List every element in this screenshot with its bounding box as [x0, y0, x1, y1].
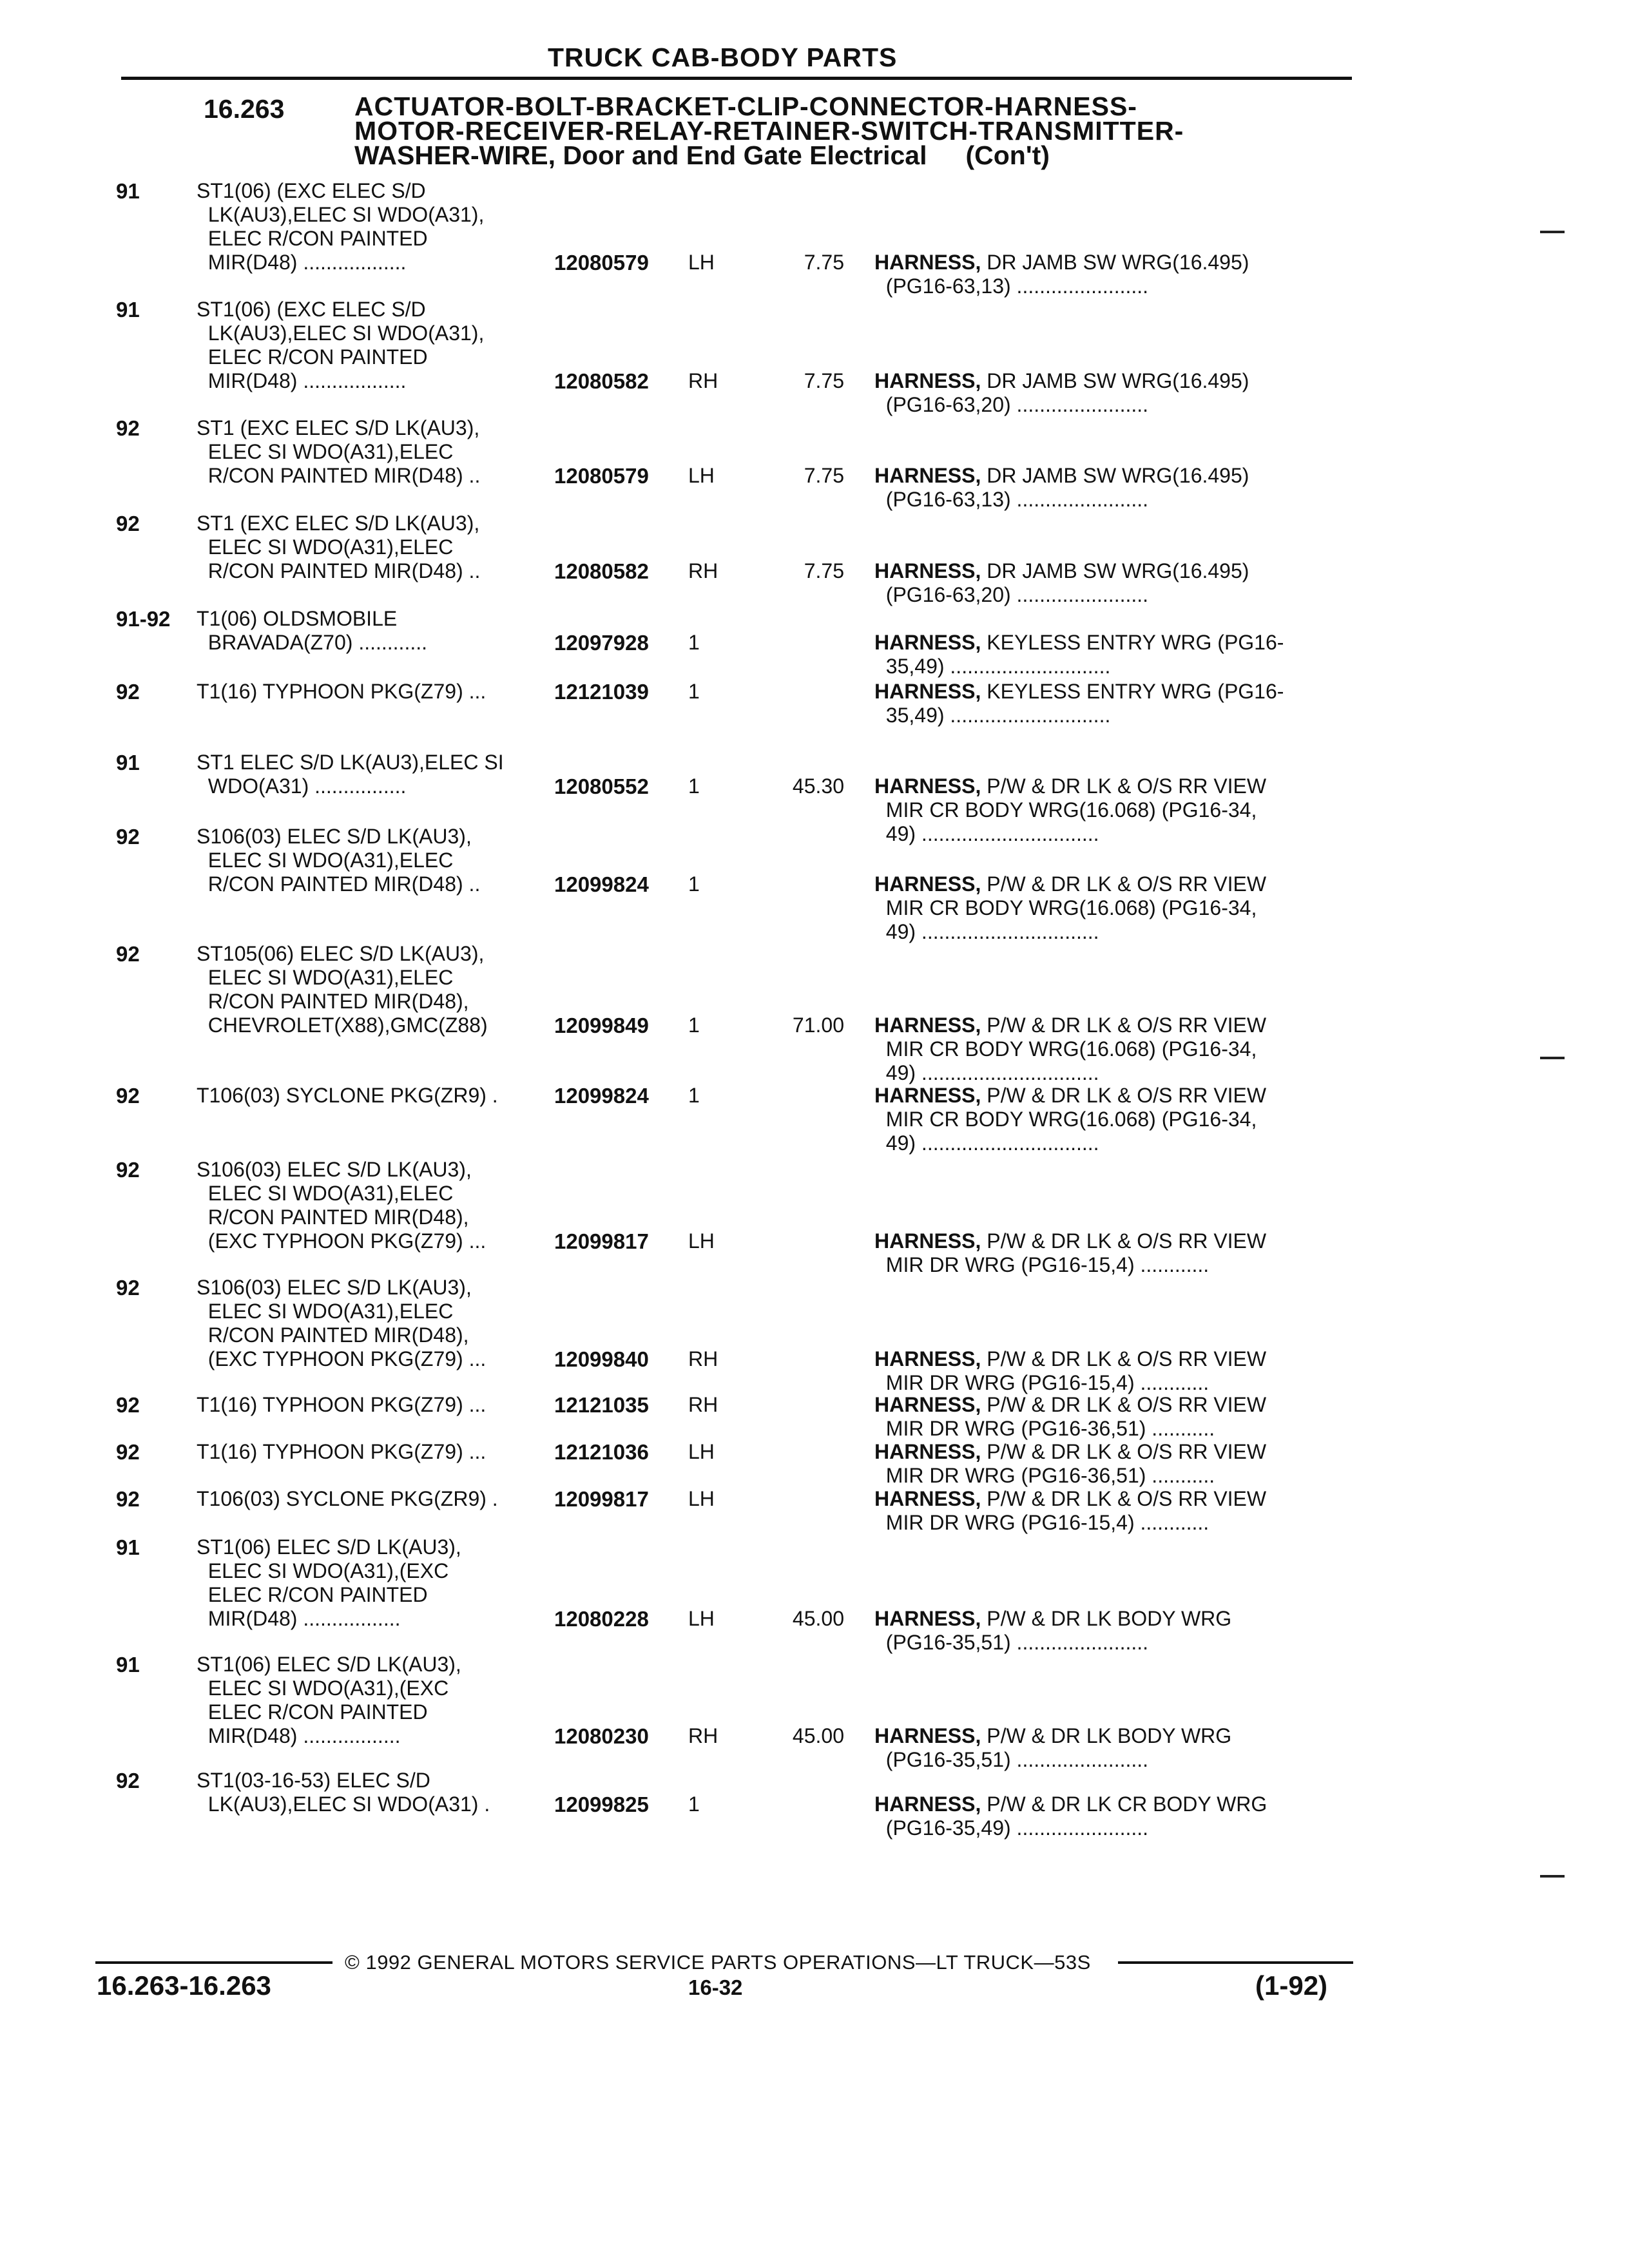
figure-number: 92 [116, 1487, 140, 1511]
figure-number: 92 [116, 825, 140, 849]
figure-number: 91 [116, 179, 140, 203]
part-detail: P/W & DR LK & O/S RR VIEW MIR DR WRG (PG16-36,51) ........... [885, 1393, 1267, 1440]
part-description [874, 1014, 1364, 1085]
page-number: 16-32 [688, 1975, 743, 1999]
price: 45.00 [792, 1724, 844, 1747]
figure-number: 92 [116, 512, 140, 535]
figure-number: 91 [116, 298, 140, 322]
part-description [874, 680, 1364, 727]
part-name: HARNESS, [874, 559, 981, 582]
usage-description: ST1(06) (EXC ELEC S/D LK(AU3),ELEC SI WDO(A31), ELEC R/CON PAINTED MIR(D48) .................. [197, 179, 485, 274]
usage-description: S106(03) ELEC S/D LK(AU3), ELEC SI WDO(A31),ELEC R/CON PAINTED MIR(D48) .. [197, 825, 481, 896]
usage-description: ST1 (EXC ELEC S/D LK(AU3), ELEC SI WDO(A31),ELEC R/CON PAINTED MIR(D48) .. [197, 512, 481, 582]
part-description [874, 464, 1364, 512]
part-name: HARNESS, [874, 369, 981, 392]
part-number: 12121036 [554, 1440, 649, 1464]
section-title-line-3-rest: Door and End Gate Electrical [555, 140, 927, 170]
quantity-or-side: 1 [688, 774, 700, 798]
part-number: 12099849 [554, 1014, 649, 1037]
part-name: HARNESS, [874, 251, 981, 274]
revision-date: (1-92) [1255, 1970, 1328, 2001]
page-header-title: TRUCK CAB-BODY PARTS [548, 43, 898, 72]
usage-description: T106(03) SYCLONE PKG(ZR9) . [197, 1487, 498, 1510]
part-description [874, 1487, 1364, 1535]
figure-number: 92 [116, 416, 140, 440]
part-detail: DR JAMB SW WRG(16.495) (PG16-63,20) ....................... [885, 559, 1249, 606]
quantity-or-side: 1 [688, 1792, 700, 1816]
part-name: HARNESS, [874, 1393, 981, 1416]
part-name: HARNESS, [874, 1792, 981, 1816]
usage-description: ST1(06) (EXC ELEC S/D LK(AU3),ELEC SI WDO(A31), ELEC R/CON PAINTED MIR(D48) .................. [197, 298, 485, 392]
figure-number: 91 [116, 751, 140, 774]
section-range: 16.263-16.263 [97, 1970, 271, 2001]
usage-description: T1(16) TYPHOON PKG(Z79) ... [197, 680, 487, 703]
part-detail: P/W & DR LK & O/S RR VIEW MIR DR WRG (PG16-15,4) ............ [885, 1347, 1267, 1394]
part-detail: P/W & DR LK & O/S RR VIEW MIR CR BODY WRG(16.068) (PG16-34, 49) ............................... [885, 1014, 1267, 1084]
part-name: HARNESS, [874, 680, 981, 703]
part-detail: P/W & DR LK & O/S RR VIEW MIR DR WRG (PG16-36,51) ........... [885, 1440, 1267, 1487]
section-title-line-2: MOTOR-RECEIVER-RELAY-RETAINER-SWITCH-TRANSMITTER- [354, 116, 1184, 146]
copyright-notice: © 1992 GENERAL MOTORS SERVICE PARTS OPERATIONS—LT TRUCK—53S [345, 1951, 1091, 1974]
part-description [874, 1607, 1364, 1655]
usage-description: T1(16) TYPHOON PKG(Z79) ... [197, 1393, 487, 1416]
quantity-or-side: 1 [688, 1084, 700, 1107]
part-detail: KEYLESS ENTRY WRG (PG16- 35,49) ............................ [885, 631, 1284, 678]
figure-number: 92 [116, 942, 140, 966]
usage-description: S106(03) ELEC S/D LK(AU3), ELEC SI WDO(A31),ELEC R/CON PAINTED MIR(D48), (EXC TYPHOON PKG(Z79) ... [197, 1158, 487, 1253]
usage-description: ST1 (EXC ELEC S/D LK(AU3), ELEC SI WDO(A31),ELEC R/CON PAINTED MIR(D48) .. [197, 416, 481, 487]
price: 45.00 [792, 1607, 844, 1630]
part-name: HARNESS, [874, 1014, 981, 1037]
part-number: 12080230 [554, 1724, 649, 1748]
part-name: HARNESS, [874, 1724, 981, 1747]
part-description [874, 1084, 1364, 1155]
quantity-or-side: 1 [688, 872, 700, 896]
part-description [874, 1440, 1364, 1488]
part-name: HARNESS, [874, 1347, 981, 1370]
part-detail: DR JAMB SW WRG(16.495) (PG16-63,13) ....................... [885, 251, 1249, 298]
figure-number: 92 [116, 1393, 140, 1417]
usage-description: T1(06) OLDSMOBILE BRAVADA(Z70) ............ [197, 607, 427, 654]
margin-mark [1540, 1875, 1565, 1878]
part-description [874, 872, 1364, 944]
figure-number: 92 [116, 1084, 140, 1108]
price: 71.00 [792, 1014, 844, 1037]
part-name: HARNESS, [874, 464, 981, 487]
part-detail: P/W & DR LK CR BODY WRG (PG16-35,49) ....................... [885, 1792, 1268, 1840]
figure-number: 91-92 [116, 607, 171, 631]
part-number: 12099825 [554, 1792, 649, 1816]
part-number: 12080582 [554, 369, 649, 393]
part-number: 12099824 [554, 872, 649, 896]
quantity-or-side: LH [688, 1440, 715, 1463]
part-description [874, 559, 1364, 607]
part-number: 12099817 [554, 1229, 649, 1253]
part-number: 12080552 [554, 774, 649, 798]
quantity-or-side: LH [688, 251, 715, 274]
part-detail: P/W & DR LK & O/S RR VIEW MIR CR BODY WRG(16.068) (PG16-34, 49) ............................... [885, 1084, 1267, 1155]
part-detail: P/W & DR LK & O/S RR VIEW MIR DR WRG (PG16-15,4) ............ [885, 1487, 1267, 1534]
part-detail: KEYLESS ENTRY WRG (PG16- 35,49) ............................ [885, 680, 1284, 727]
quantity-or-side: RH [688, 1347, 718, 1370]
part-number: 12080228 [554, 1607, 649, 1631]
footer-rule-right [1118, 1961, 1353, 1964]
part-name: HARNESS, [874, 1229, 981, 1253]
quantity-or-side: LH [688, 464, 715, 487]
part-number: 12097928 [554, 631, 649, 655]
part-detail: P/W & DR LK & O/S RR VIEW MIR CR BODY WRG(16.068) (PG16-34, 49) ............................... [885, 774, 1267, 845]
usage-description: ST1(06) ELEC S/D LK(AU3), ELEC SI WDO(A31),(EXC ELEC R/CON PAINTED MIR(D48) ................. [197, 1653, 461, 1747]
part-number: 12121039 [554, 680, 649, 704]
part-name: HARNESS, [874, 631, 981, 654]
part-description [874, 1724, 1364, 1772]
figure-number: 92 [116, 680, 140, 704]
quantity-or-side: LH [688, 1607, 715, 1630]
part-number: 12099824 [554, 1084, 649, 1108]
figure-number: 92 [116, 1276, 140, 1300]
usage-description: ST105(06) ELEC S/D LK(AU3), ELEC SI WDO(A31),ELEC R/CON PAINTED MIR(D48), CHEVROLET(X88),GMC(Z88) [197, 942, 488, 1037]
quantity-or-side: 1 [688, 631, 700, 654]
part-detail: P/W & DR LK BODY WRG (PG16-35,51) ....................... [885, 1607, 1232, 1654]
quantity-or-side: 1 [688, 680, 700, 703]
price: 7.75 [804, 464, 844, 487]
figure-number: 92 [116, 1440, 140, 1464]
part-name: HARNESS, [874, 1440, 981, 1463]
part-description [874, 369, 1364, 417]
section-number: 16.263 [204, 94, 285, 124]
usage-description: T1(16) TYPHOON PKG(Z79) ... [197, 1440, 487, 1463]
part-description [874, 1347, 1364, 1395]
price: 7.75 [804, 369, 844, 392]
usage-description: ST1(03-16-53) ELEC S/D LK(AU3),ELEC SI WDO(A31) . [197, 1769, 490, 1816]
margin-mark [1540, 1057, 1565, 1059]
usage-description: ST1(06) ELEC S/D LK(AU3), ELEC SI WDO(A31),(EXC ELEC R/CON PAINTED MIR(D48) ................. [197, 1535, 461, 1630]
quantity-or-side: RH [688, 369, 718, 392]
usage-description: S106(03) ELEC S/D LK(AU3), ELEC SI WDO(A31),ELEC R/CON PAINTED MIR(D48), (EXC TYPHOON PKG(Z79) ... [197, 1276, 487, 1370]
usage-description: ST1 ELEC S/D LK(AU3),ELEC SI WDO(A31) ................ [197, 751, 504, 798]
part-description [874, 1229, 1364, 1277]
part-name: HARNESS, [874, 774, 981, 798]
margin-mark [1540, 231, 1565, 233]
part-description [874, 251, 1364, 298]
part-number: 12080582 [554, 559, 649, 583]
part-number: 12099840 [554, 1347, 649, 1371]
part-detail: P/W & DR LK BODY WRG (PG16-35,51) ....................... [885, 1724, 1232, 1771]
part-number: 12080579 [554, 251, 649, 274]
price: 45.30 [792, 774, 844, 798]
price: 7.75 [804, 251, 844, 274]
figure-number: 92 [116, 1158, 140, 1182]
part-detail: DR JAMB SW WRG(16.495) (PG16-63,13) ....................... [885, 464, 1249, 511]
part-number: 12121035 [554, 1393, 649, 1417]
part-description [874, 1393, 1364, 1441]
part-name: HARNESS, [874, 1487, 981, 1510]
quantity-or-side: RH [688, 559, 718, 582]
part-number: 12080579 [554, 464, 649, 488]
quantity-or-side: LH [688, 1229, 715, 1253]
part-name: HARNESS, [874, 1084, 981, 1107]
footer-rule-left [95, 1961, 333, 1964]
section-title-line-3-bold: WASHER-WIRE, [354, 140, 556, 170]
part-name: HARNESS, [874, 872, 981, 896]
part-number: 12099817 [554, 1487, 649, 1511]
figure-number: 91 [116, 1535, 140, 1559]
quantity-or-side: RH [688, 1393, 718, 1416]
part-detail: P/W & DR LK & O/S RR VIEW MIR DR WRG (PG16-15,4) ............ [885, 1229, 1267, 1276]
part-detail: P/W & DR LK & O/S RR VIEW MIR CR BODY WRG(16.068) (PG16-34, 49) ............................... [885, 872, 1267, 943]
part-description [874, 774, 1364, 846]
figure-number: 92 [116, 1769, 140, 1792]
quantity-or-side: LH [688, 1487, 715, 1510]
part-description [874, 631, 1364, 678]
part-description [874, 1792, 1364, 1840]
part-name: HARNESS, [874, 1607, 981, 1630]
price: 7.75 [804, 559, 844, 582]
quantity-or-side: 1 [688, 1014, 700, 1037]
usage-description: T106(03) SYCLONE PKG(ZR9) . [197, 1084, 498, 1107]
part-detail: DR JAMB SW WRG(16.495) (PG16-63,20) ....................... [885, 369, 1249, 416]
continued-label: (Con't) [965, 140, 1050, 170]
quantity-or-side: RH [688, 1724, 718, 1747]
section-title-line-1: ACTUATOR-BOLT-BRACKET-CLIP-CONNECTOR-HARNESS- [354, 91, 1137, 121]
figure-number: 91 [116, 1653, 140, 1677]
